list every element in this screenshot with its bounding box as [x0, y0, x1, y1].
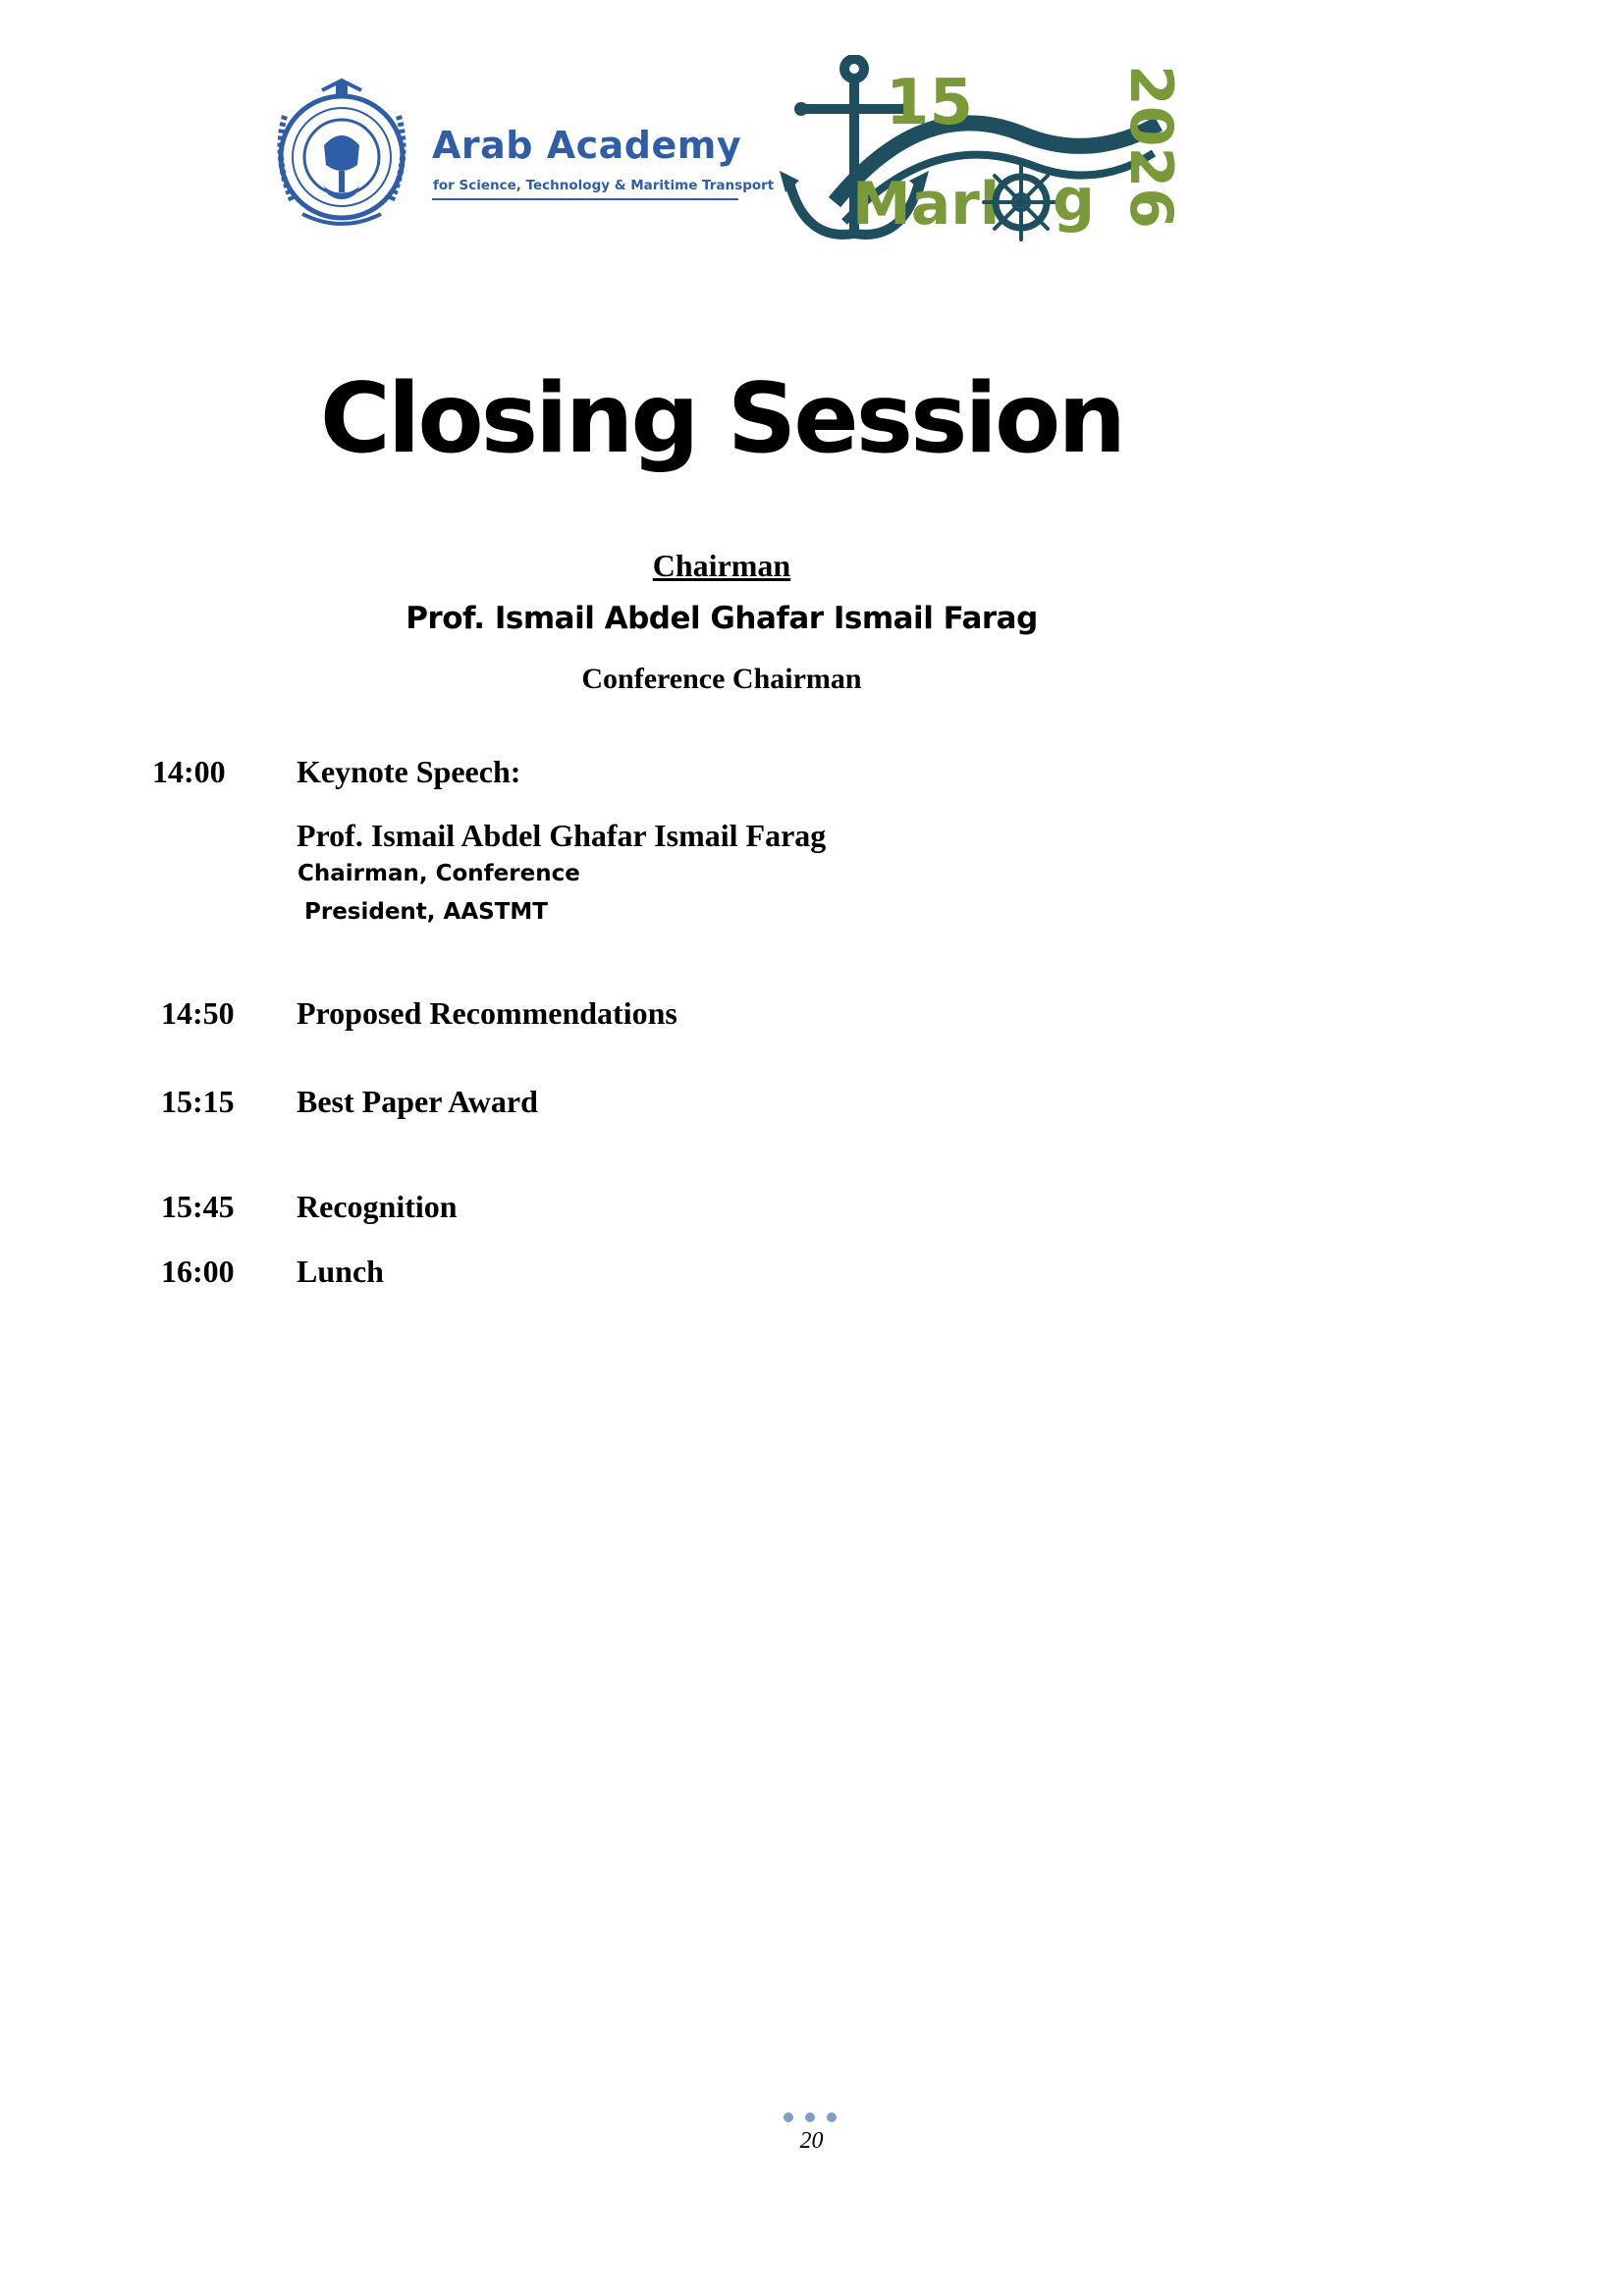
keynote-speaker-role: President, AASTMT: [304, 899, 548, 925]
marlog-number: 15: [886, 67, 974, 139]
keynote-speaker-role: Chairman, Conference: [298, 861, 580, 886]
schedule-item: Best Paper Award: [297, 1084, 538, 1119]
schedule-time: 14:00: [152, 754, 226, 789]
schedule-item: Proposed Recommendations: [297, 995, 677, 1031]
schedule-item: Lunch: [297, 1254, 384, 1289]
arab-academy-logo: [263, 77, 775, 234]
chairman-name: Prof. Ismail Abdel Ghafar Ismail Farag: [406, 601, 1038, 636]
schedule-item: Keynote Speech:: [297, 754, 521, 789]
aast-name: Arab Academy: [432, 124, 742, 167]
marlog-word-right: g: [1053, 166, 1095, 235]
schedule-item: Recognition: [297, 1189, 458, 1224]
aast-rule: [432, 198, 738, 200]
schedule-time: 15:15: [161, 1084, 235, 1119]
chairman-role: Conference Chairman: [581, 663, 862, 695]
aast-subtitle: for Science, Technology & Maritime Transport: [433, 178, 775, 193]
page-number: 20: [799, 2128, 824, 2154]
ship-wheel-icon: [984, 165, 1058, 240]
marlog-logo: [776, 55, 1188, 251]
schedule-time: 15:45: [161, 1189, 235, 1224]
footer-dots-icon: [781, 2110, 839, 2124]
keynote-speaker-name: Prof. Ismail Abdel Ghafar Ismail Farag: [297, 818, 827, 853]
schedule-time: 16:00: [161, 1254, 235, 1289]
schedule-time: 14:50: [161, 995, 235, 1031]
aast-seal-icon: [263, 77, 420, 234]
page-title: Closing Session: [319, 363, 1124, 475]
marlog-year: 2026: [1116, 65, 1185, 229]
chairman-label: Chairman: [652, 548, 791, 583]
marlog-word-left: Marl: [852, 170, 1001, 239]
